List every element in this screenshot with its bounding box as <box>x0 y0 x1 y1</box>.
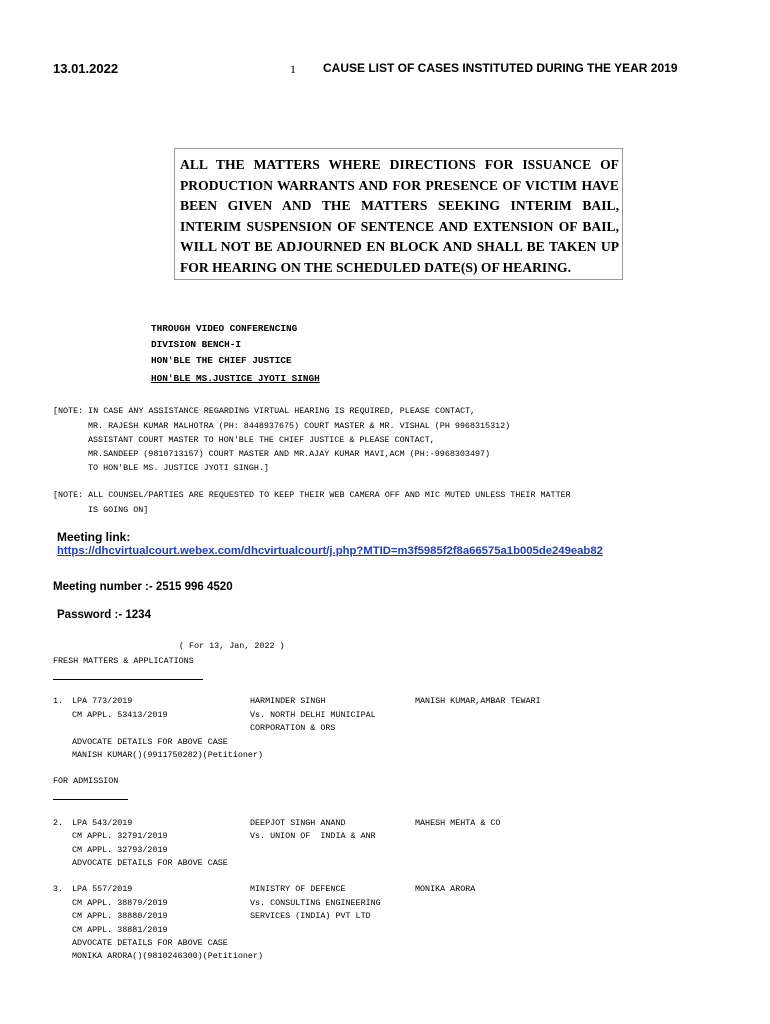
case-party: SERVICES (INDIA) PVT LTD <box>250 911 371 921</box>
page-number: 1 <box>290 62 296 76</box>
case-number: 3. <box>53 884 64 894</box>
case-party: Vs. UNION OF INDIA & ANR <box>250 831 376 841</box>
case-application: CM APPL. 38880/2019 <box>72 911 168 921</box>
advocate-details: MANISH KUMAR()(9911750282)(Petitioner) <box>72 750 263 760</box>
case-application: CM APPL. 32793/2019 <box>72 845 168 855</box>
case-title: LPA 773/2019 <box>72 696 133 706</box>
case-party: HARMINDER SINGH <box>250 696 326 706</box>
case-party: Vs. NORTH DELHI MUNICIPAL <box>250 710 376 720</box>
list-date: ( For 13, Jan, 2022 ) <box>179 641 285 651</box>
case-advocate: MANISH KUMAR,AMBAR TEWARI <box>415 696 541 706</box>
case-title: LPA 557/2019 <box>72 884 133 894</box>
note1-line: [NOTE: IN CASE ANY ASSISTANCE REGARDING VIRTUAL HEARING IS REQUIRED, PLEASE CONTACT, <box>53 406 476 416</box>
page-title: CAUSE LIST OF CASES INSTITUTED DURING THE YEAR 2019 <box>323 61 678 75</box>
note1-line: MR. RAJESH KUMAR MALHOTRA (PH: 8448937675) COURT MASTER & MR. VISHAL (PH 9968315312) <box>88 421 511 431</box>
case-party: MINISTRY OF DEFENCE <box>250 884 346 894</box>
section-underline <box>53 799 128 800</box>
case-application: CM APPL. 53413/2019 <box>72 710 168 720</box>
case-number: 2. <box>53 818 64 828</box>
case-number: 1. <box>53 696 64 706</box>
case-application: CM APPL. 38879/2019 <box>72 898 168 908</box>
note1-line: TO HON'BLE MS. JUSTICE JYOTI SINGH.] <box>88 463 269 473</box>
notice-box: ALL THE MATTERS WHERE DIRECTIONS FOR ISSUANCE OF PRODUCTION WARRANTS AND FOR PRESENCE OF VICTIM HAVE BEEN GIVEN AND THE MATTERS SEEKING INTERIM BAIL, INTERIM SUSPENSION OF SENTENCE AND EXTENSION OF BAIL, WILL NOT BE ADJOURNED EN BLOCK AND SHALL BE TAKEN UP FOR HEARING ON THE SCHEDULED DATE(S) OF HEARING. <box>174 148 623 280</box>
section-heading: FOR ADMISSION <box>53 776 119 786</box>
case-title: LPA 543/2019 <box>72 818 133 828</box>
note2-line: [NOTE: ALL COUNSEL/PARTIES ARE REQUESTED TO KEEP THEIR WEB CAMERA OFF AND MIC MUTED UNLESS THEIR MATTER <box>53 490 571 500</box>
note1-line: ASSISTANT COURT MASTER TO HON'BLE THE CHIEF JUSTICE & PLEASE CONTACT, <box>88 435 435 445</box>
note1-line: MR.SANDEEP (9810713157) COURT MASTER AND MR.AJAY KUMAR MAVI,ACM (PH:-9968303497) <box>88 449 491 459</box>
bench-mode: THROUGH VIDEO CONFERENCING <box>151 323 298 334</box>
header-date: 13.01.2022 <box>53 61 119 76</box>
section-underline <box>53 679 203 680</box>
bench-division: DIVISION BENCH-I <box>151 339 242 350</box>
case-advocate: MAHESH MEHTA & CO <box>415 818 501 828</box>
case-application: CM APPL. 32791/2019 <box>72 831 168 841</box>
case-party: Vs. CONSULTING ENGINEERING <box>250 898 381 908</box>
case-application: CM APPL. 38881/2019 <box>72 925 168 935</box>
case-party: CORPORATION & ORS <box>250 723 336 733</box>
bench-judge-1: HON'BLE THE CHIEF JUSTICE <box>151 355 292 366</box>
advocate-details-label: ADVOCATE DETAILS FOR ABOVE CASE <box>72 737 228 747</box>
advocate-details: MONIKA ARORA()(9810246300)(Petitioner) <box>72 951 263 961</box>
note2-line: IS GOING ON] <box>88 505 149 515</box>
case-advocate: MONIKA ARORA <box>415 884 476 894</box>
section-heading: FRESH MATTERS & APPLICATIONS <box>53 656 194 666</box>
meeting-password: Password :- 1234 <box>57 609 151 621</box>
meeting-number: Meeting number :- 2515 996 4520 <box>53 581 233 593</box>
advocate-details-label: ADVOCATE DETAILS FOR ABOVE CASE <box>72 938 228 948</box>
meeting-link[interactable]: https://dhcvirtualcourt.webex.com/dhcvirtualcourt/j.php?MTID=m3f5985f2f8a66575a1b005de249eab82 <box>57 545 603 557</box>
advocate-details-label: ADVOCATE DETAILS FOR ABOVE CASE <box>72 858 228 868</box>
meeting-link-label: Meeting link: <box>57 530 131 544</box>
bench-judge-2: HON'BLE MS.JUSTICE JYOTI SINGH <box>151 373 320 384</box>
case-party: DEEPJOT SINGH ANAND <box>250 818 346 828</box>
